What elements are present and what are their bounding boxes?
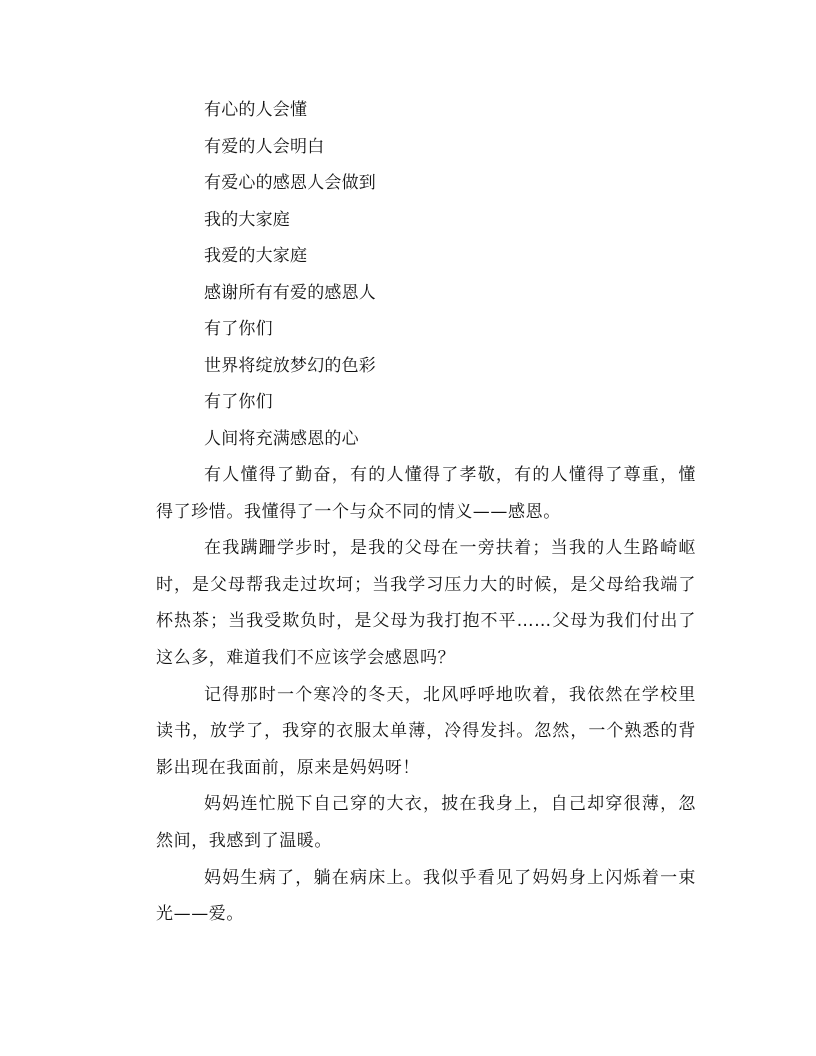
poem-line: 有爱心的感恩人会做到: [204, 173, 376, 193]
poem-line: 我的大家庭: [204, 209, 290, 230]
poem-line: 有了你们: [204, 392, 273, 412]
paragraph: 妈妈生病了，躺在病床上。我似乎看见了妈妈身上闪烁着一束光——爱。: [156, 867, 696, 925]
paragraph: 在我蹒跚学步时，是我的父母在一旁扶着；当我的人生路崎岖时，是父母帮我走过坎坷；当我学习压力大的时候，是父母给我端了杯热茶；当我受欺负时，是父母为我打抱不平……父母为我们付出了这么多，难道我们不应该学会感恩吗？: [156, 538, 696, 668]
essay: [156, 457, 696, 933]
document-body: [156, 92, 696, 933]
poem-line: 世界将绽放梦幻的色彩: [204, 355, 376, 376]
poem-line: 有爱的人会明白: [204, 136, 325, 157]
paragraph: 妈妈连忙脱下自己穿的大衣，披在我身上，自己却穿很薄，忽然间，我感到了温暖。: [156, 794, 696, 851]
paragraph: 记得那时一个寒冷的冬天，北风呼呼地吹着，我依然在学校里读书，放学了，我穿的衣服太单薄，冷得发抖。忽然，一个熟悉的背影出现在我面前，原来是妈妈呀！: [156, 684, 696, 778]
poem-line: 人间将充满感恩的心: [204, 428, 359, 449]
poem: [156, 92, 696, 457]
poem-line: 有心的人会懂: [204, 100, 308, 120]
poem-line: 有了你们: [204, 319, 273, 339]
poem-line: 我爱的大家庭: [204, 246, 308, 266]
paragraph: 有人懂得了勤奋，有的人懂得了孝敬，有的人懂得了尊重，懂得了珍惜。我懂得了一个与众不同的情义——感恩。: [156, 465, 696, 522]
poem-line: 感谢所有有爱的感恩人: [204, 282, 376, 303]
